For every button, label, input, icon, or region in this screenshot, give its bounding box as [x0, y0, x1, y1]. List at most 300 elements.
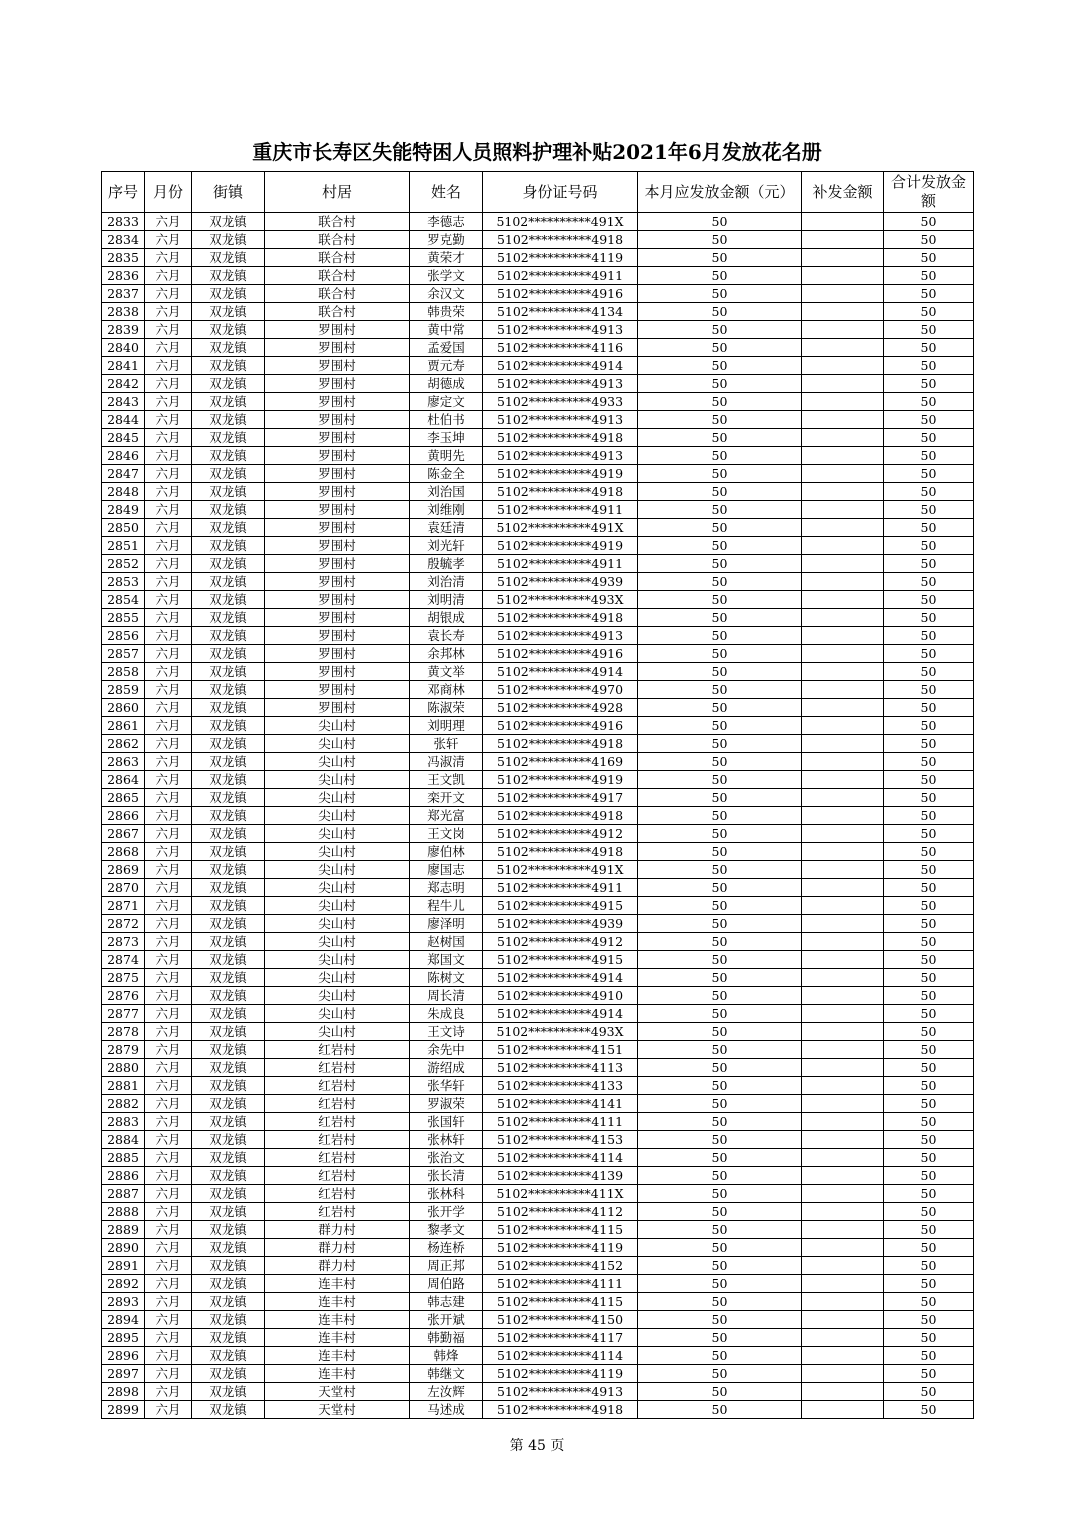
cell-month: 六月	[145, 393, 192, 411]
cell-id-number: 5102**********4133	[483, 1077, 638, 1095]
cell-serial-number: 2895	[102, 1329, 145, 1347]
cell-month: 六月	[145, 969, 192, 987]
cell-total-amount: 50	[884, 267, 974, 285]
cell-name: 袁廷清	[410, 519, 483, 537]
cell-town: 双龙镇	[192, 807, 265, 825]
cell-id-number: 5102**********4918	[483, 609, 638, 627]
cell-month: 六月	[145, 861, 192, 879]
header-serial-number: 序号	[102, 172, 145, 213]
cell-town: 双龙镇	[192, 861, 265, 879]
cell-serial-number: 2844	[102, 411, 145, 429]
cell-village: 联合村	[265, 303, 410, 321]
cell-name: 郑志明	[410, 879, 483, 897]
cell-month: 六月	[145, 879, 192, 897]
cell-supplementary-amount	[802, 645, 884, 663]
cell-supplementary-amount	[802, 1149, 884, 1167]
cell-total-amount: 50	[884, 1167, 974, 1185]
cell-supplementary-amount	[802, 609, 884, 627]
cell-month: 六月	[145, 555, 192, 573]
cell-id-number: 5102**********4916	[483, 645, 638, 663]
cell-serial-number: 2885	[102, 1149, 145, 1167]
cell-serial-number: 2880	[102, 1059, 145, 1077]
table-row	[102, 807, 974, 825]
cell-monthly-amount: 50	[638, 807, 802, 825]
table-row	[102, 1293, 974, 1311]
cell-village: 联合村	[265, 267, 410, 285]
cell-id-number: 5102**********4919	[483, 465, 638, 483]
cell-id-number: 5102**********4918	[483, 807, 638, 825]
cell-total-amount: 50	[884, 1203, 974, 1221]
cell-supplementary-amount	[802, 969, 884, 987]
cell-serial-number: 2834	[102, 231, 145, 249]
table-row	[102, 1257, 974, 1275]
cell-name: 余先中	[410, 1041, 483, 1059]
cell-month: 六月	[145, 285, 192, 303]
cell-name: 廖伯林	[410, 843, 483, 861]
cell-total-amount: 50	[884, 1095, 974, 1113]
cell-monthly-amount: 50	[638, 1383, 802, 1401]
cell-serial-number: 2863	[102, 753, 145, 771]
cell-monthly-amount: 50	[638, 1167, 802, 1185]
cell-id-number: 5102**********4117	[483, 1329, 638, 1347]
table-row	[102, 393, 974, 411]
cell-town: 双龙镇	[192, 789, 265, 807]
cell-month: 六月	[145, 303, 192, 321]
cell-month: 六月	[145, 717, 192, 735]
cell-name: 韩继文	[410, 1365, 483, 1383]
cell-town: 双龙镇	[192, 609, 265, 627]
table-row	[102, 429, 974, 447]
header-village: 村居	[265, 172, 410, 213]
cell-name: 张轩	[410, 735, 483, 753]
cell-village: 罗围村	[265, 357, 410, 375]
table-row	[102, 1221, 974, 1239]
cell-village: 罗围村	[265, 681, 410, 699]
cell-id-number: 5102**********4918	[483, 1401, 638, 1419]
header-town: 街镇	[192, 172, 265, 213]
cell-supplementary-amount	[802, 1131, 884, 1149]
table-row	[102, 987, 974, 1005]
cell-month: 六月	[145, 1311, 192, 1329]
table-row	[102, 483, 974, 501]
cell-month: 六月	[145, 825, 192, 843]
cell-id-number: 5102**********4912	[483, 933, 638, 951]
table-row	[102, 789, 974, 807]
cell-town: 双龙镇	[192, 267, 265, 285]
cell-monthly-amount: 50	[638, 519, 802, 537]
table-row	[102, 1095, 974, 1113]
cell-month: 六月	[145, 1365, 192, 1383]
cell-village: 联合村	[265, 249, 410, 267]
cell-village: 尖山村	[265, 879, 410, 897]
cell-id-number: 5102**********4933	[483, 393, 638, 411]
cell-serial-number: 2861	[102, 717, 145, 735]
cell-name: 陈金全	[410, 465, 483, 483]
table-row	[102, 825, 974, 843]
cell-month: 六月	[145, 429, 192, 447]
cell-monthly-amount: 50	[638, 249, 802, 267]
cell-supplementary-amount	[802, 375, 884, 393]
cell-month: 六月	[145, 1023, 192, 1041]
cell-name: 韩勤福	[410, 1329, 483, 1347]
cell-village: 尖山村	[265, 951, 410, 969]
cell-serial-number: 2894	[102, 1311, 145, 1329]
cell-total-amount: 50	[884, 1005, 974, 1023]
table-row	[102, 1185, 974, 1203]
cell-id-number: 5102**********4913	[483, 375, 638, 393]
cell-supplementary-amount	[802, 573, 884, 591]
cell-total-amount: 50	[884, 249, 974, 267]
cell-name: 贾元寿	[410, 357, 483, 375]
table-row	[102, 861, 974, 879]
cell-name: 赵树国	[410, 933, 483, 951]
cell-id-number: 5102**********4918	[483, 483, 638, 501]
cell-monthly-amount: 50	[638, 537, 802, 555]
cell-month: 六月	[145, 465, 192, 483]
cell-total-amount: 50	[884, 1131, 974, 1149]
cell-serial-number: 2839	[102, 321, 145, 339]
table-row	[102, 339, 974, 357]
cell-village: 罗围村	[265, 375, 410, 393]
cell-serial-number: 2882	[102, 1095, 145, 1113]
cell-month: 六月	[145, 1059, 192, 1077]
table-row	[102, 1347, 974, 1365]
cell-name: 刘明清	[410, 591, 483, 609]
cell-month: 六月	[145, 627, 192, 645]
cell-id-number: 5102**********4919	[483, 771, 638, 789]
cell-serial-number: 2875	[102, 969, 145, 987]
cell-id-number: 5102**********493X	[483, 591, 638, 609]
cell-month: 六月	[145, 1203, 192, 1221]
table-row	[102, 771, 974, 789]
cell-monthly-amount: 50	[638, 717, 802, 735]
cell-town: 双龙镇	[192, 933, 265, 951]
cell-id-number: 5102**********4119	[483, 1365, 638, 1383]
table-row	[102, 285, 974, 303]
cell-name: 张学文	[410, 267, 483, 285]
cell-name: 孟爱国	[410, 339, 483, 357]
cell-id-number: 5102**********4114	[483, 1347, 638, 1365]
cell-village: 天堂村	[265, 1383, 410, 1401]
cell-month: 六月	[145, 933, 192, 951]
cell-supplementary-amount	[802, 1113, 884, 1131]
cell-monthly-amount: 50	[638, 1023, 802, 1041]
cell-supplementary-amount	[802, 1167, 884, 1185]
cell-town: 双龙镇	[192, 285, 265, 303]
cell-id-number: 5102**********4151	[483, 1041, 638, 1059]
cell-supplementary-amount	[802, 987, 884, 1005]
cell-total-amount: 50	[884, 987, 974, 1005]
cell-town: 双龙镇	[192, 951, 265, 969]
cell-serial-number: 2837	[102, 285, 145, 303]
cell-month: 六月	[145, 1185, 192, 1203]
cell-id-number: 5102**********4134	[483, 303, 638, 321]
cell-serial-number: 2867	[102, 825, 145, 843]
cell-town: 双龙镇	[192, 987, 265, 1005]
cell-total-amount: 50	[884, 1041, 974, 1059]
cell-supplementary-amount	[802, 285, 884, 303]
cell-id-number: 5102**********4918	[483, 231, 638, 249]
cell-name: 陈淑荣	[410, 699, 483, 717]
cell-month: 六月	[145, 1095, 192, 1113]
cell-name: 程牛儿	[410, 897, 483, 915]
cell-supplementary-amount	[802, 1293, 884, 1311]
cell-monthly-amount: 50	[638, 645, 802, 663]
cell-serial-number: 2853	[102, 573, 145, 591]
cell-name: 邓商林	[410, 681, 483, 699]
cell-town: 双龙镇	[192, 1311, 265, 1329]
cell-serial-number: 2887	[102, 1185, 145, 1203]
cell-total-amount: 50	[884, 1329, 974, 1347]
cell-monthly-amount: 50	[638, 915, 802, 933]
cell-month: 六月	[145, 753, 192, 771]
cell-village: 红岩村	[265, 1185, 410, 1203]
cell-monthly-amount: 50	[638, 771, 802, 789]
cell-serial-number: 2888	[102, 1203, 145, 1221]
cell-serial-number: 2869	[102, 861, 145, 879]
cell-name: 王文凯	[410, 771, 483, 789]
cell-village: 罗围村	[265, 645, 410, 663]
cell-supplementary-amount	[802, 1401, 884, 1419]
cell-supplementary-amount	[802, 429, 884, 447]
cell-serial-number: 2850	[102, 519, 145, 537]
cell-serial-number: 2896	[102, 1347, 145, 1365]
cell-month: 六月	[145, 339, 192, 357]
cell-name: 张林轩	[410, 1131, 483, 1149]
cell-month: 六月	[145, 609, 192, 627]
cell-total-amount: 50	[884, 1023, 974, 1041]
cell-village: 罗围村	[265, 519, 410, 537]
cell-name: 周伯路	[410, 1275, 483, 1293]
cell-village: 罗围村	[265, 699, 410, 717]
cell-total-amount: 50	[884, 789, 974, 807]
cell-id-number: 5102**********4914	[483, 663, 638, 681]
cell-supplementary-amount	[802, 321, 884, 339]
cell-month: 六月	[145, 645, 192, 663]
table-row	[102, 555, 974, 573]
cell-monthly-amount: 50	[638, 753, 802, 771]
cell-total-amount: 50	[884, 1221, 974, 1239]
cell-town: 双龙镇	[192, 663, 265, 681]
table-row	[102, 843, 974, 861]
cell-id-number: 5102**********4913	[483, 627, 638, 645]
cell-month: 六月	[145, 771, 192, 789]
cell-id-number: 5102**********4141	[483, 1095, 638, 1113]
cell-village: 联合村	[265, 213, 410, 231]
table-row	[102, 267, 974, 285]
cell-id-number: 5102**********4911	[483, 555, 638, 573]
cell-serial-number: 2899	[102, 1401, 145, 1419]
table-row	[102, 609, 974, 627]
cell-monthly-amount: 50	[638, 573, 802, 591]
cell-serial-number: 2876	[102, 987, 145, 1005]
cell-town: 双龙镇	[192, 465, 265, 483]
cell-town: 双龙镇	[192, 1401, 265, 1419]
cell-id-number: 5102**********411X	[483, 1185, 638, 1203]
cell-month: 六月	[145, 807, 192, 825]
cell-town: 双龙镇	[192, 537, 265, 555]
cell-supplementary-amount	[802, 591, 884, 609]
cell-supplementary-amount	[802, 267, 884, 285]
table-row	[102, 1041, 974, 1059]
cell-id-number: 5102**********4910	[483, 987, 638, 1005]
cell-id-number: 5102**********4913	[483, 321, 638, 339]
cell-id-number: 5102**********4919	[483, 537, 638, 555]
cell-supplementary-amount	[802, 411, 884, 429]
cell-name: 张开斌	[410, 1311, 483, 1329]
cell-month: 六月	[145, 1329, 192, 1347]
cell-total-amount: 50	[884, 861, 974, 879]
cell-name: 殷毓孝	[410, 555, 483, 573]
cell-total-amount: 50	[884, 1383, 974, 1401]
cell-name: 廖国志	[410, 861, 483, 879]
cell-monthly-amount: 50	[638, 861, 802, 879]
cell-supplementary-amount	[802, 213, 884, 231]
cell-monthly-amount: 50	[638, 1293, 802, 1311]
cell-town: 双龙镇	[192, 735, 265, 753]
cell-id-number: 5102**********4112	[483, 1203, 638, 1221]
table-row	[102, 1239, 974, 1257]
cell-town: 双龙镇	[192, 1095, 265, 1113]
cell-village: 红岩村	[265, 1077, 410, 1095]
cell-total-amount: 50	[884, 663, 974, 681]
cell-serial-number: 2833	[102, 213, 145, 231]
table-row	[102, 1113, 974, 1131]
page-title: 重庆市长寿区失能特困人员照料护理补贴2021年6月发放花名册	[252, 140, 822, 164]
cell-total-amount: 50	[884, 1311, 974, 1329]
table-row	[102, 1401, 974, 1419]
cell-town: 双龙镇	[192, 231, 265, 249]
cell-serial-number: 2873	[102, 933, 145, 951]
cell-supplementary-amount	[802, 519, 884, 537]
cell-name: 黄中常	[410, 321, 483, 339]
cell-serial-number: 2898	[102, 1383, 145, 1401]
cell-monthly-amount: 50	[638, 1401, 802, 1419]
cell-village: 罗围村	[265, 663, 410, 681]
cell-total-amount: 50	[884, 1347, 974, 1365]
cell-id-number: 5102**********4153	[483, 1131, 638, 1149]
cell-supplementary-amount	[802, 1005, 884, 1023]
cell-village: 尖山村	[265, 843, 410, 861]
cell-village: 尖山村	[265, 807, 410, 825]
cell-total-amount: 50	[884, 699, 974, 717]
cell-monthly-amount: 50	[638, 933, 802, 951]
cell-total-amount: 50	[884, 1185, 974, 1203]
cell-monthly-amount: 50	[638, 447, 802, 465]
cell-village: 罗围村	[265, 411, 410, 429]
cell-supplementary-amount	[802, 933, 884, 951]
cell-monthly-amount: 50	[638, 1275, 802, 1293]
cell-month: 六月	[145, 483, 192, 501]
cell-total-amount: 50	[884, 357, 974, 375]
cell-total-amount: 50	[884, 1275, 974, 1293]
cell-month: 六月	[145, 1293, 192, 1311]
cell-monthly-amount: 50	[638, 1221, 802, 1239]
cell-total-amount: 50	[884, 1113, 974, 1131]
cell-monthly-amount: 50	[638, 1113, 802, 1131]
cell-name: 袁长寿	[410, 627, 483, 645]
cell-month: 六月	[145, 321, 192, 339]
cell-name: 黄明先	[410, 447, 483, 465]
cell-month: 六月	[145, 1077, 192, 1095]
header-id-number: 身份证号码	[483, 172, 638, 213]
cell-monthly-amount: 50	[638, 843, 802, 861]
cell-month: 六月	[145, 357, 192, 375]
cell-month: 六月	[145, 249, 192, 267]
cell-name: 王文岗	[410, 825, 483, 843]
cell-month: 六月	[145, 915, 192, 933]
cell-id-number: 5102**********4916	[483, 285, 638, 303]
cell-serial-number: 2878	[102, 1023, 145, 1041]
cell-monthly-amount: 50	[638, 1185, 802, 1203]
cell-village: 尖山村	[265, 987, 410, 1005]
cell-serial-number: 2838	[102, 303, 145, 321]
cell-total-amount: 50	[884, 321, 974, 339]
table-row	[102, 1365, 974, 1383]
cell-supplementary-amount	[802, 393, 884, 411]
cell-village: 尖山村	[265, 735, 410, 753]
cell-serial-number: 2897	[102, 1365, 145, 1383]
table-row	[102, 627, 974, 645]
cell-total-amount: 50	[884, 969, 974, 987]
cell-town: 双龙镇	[192, 1059, 265, 1077]
cell-town: 双龙镇	[192, 411, 265, 429]
page-number: 第 45 页	[509, 1438, 565, 1454]
cell-total-amount: 50	[884, 591, 974, 609]
cell-total-amount: 50	[884, 393, 974, 411]
table-row	[102, 1005, 974, 1023]
cell-total-amount: 50	[884, 753, 974, 771]
cell-monthly-amount: 50	[638, 267, 802, 285]
cell-town: 双龙镇	[192, 1185, 265, 1203]
cell-monthly-amount: 50	[638, 789, 802, 807]
cell-name: 李德志	[410, 213, 483, 231]
cell-name: 周正邦	[410, 1257, 483, 1275]
cell-name: 张开学	[410, 1203, 483, 1221]
cell-town: 双龙镇	[192, 1329, 265, 1347]
cell-serial-number: 2883	[102, 1113, 145, 1131]
cell-monthly-amount: 50	[638, 735, 802, 753]
cell-village: 罗围村	[265, 573, 410, 591]
cell-month: 六月	[145, 267, 192, 285]
table-row	[102, 1149, 974, 1167]
table-row	[102, 357, 974, 375]
cell-total-amount: 50	[884, 843, 974, 861]
cell-town: 双龙镇	[192, 357, 265, 375]
table-row	[102, 1275, 974, 1293]
cell-month: 六月	[145, 537, 192, 555]
cell-name: 游绍成	[410, 1059, 483, 1077]
cell-month: 六月	[145, 375, 192, 393]
cell-town: 双龙镇	[192, 645, 265, 663]
cell-month: 六月	[145, 1005, 192, 1023]
header-name: 姓名	[410, 172, 483, 213]
cell-monthly-amount: 50	[638, 825, 802, 843]
cell-id-number: 5102**********4152	[483, 1257, 638, 1275]
table-row	[102, 1131, 974, 1149]
cell-monthly-amount: 50	[638, 609, 802, 627]
cell-supplementary-amount	[802, 1023, 884, 1041]
cell-total-amount: 50	[884, 1293, 974, 1311]
cell-supplementary-amount	[802, 1221, 884, 1239]
table-header-row	[102, 172, 974, 213]
cell-serial-number: 2862	[102, 735, 145, 753]
cell-month: 六月	[145, 1401, 192, 1419]
table-row	[102, 1023, 974, 1041]
cell-town: 双龙镇	[192, 393, 265, 411]
cell-total-amount: 50	[884, 681, 974, 699]
table-row	[102, 1329, 974, 1347]
